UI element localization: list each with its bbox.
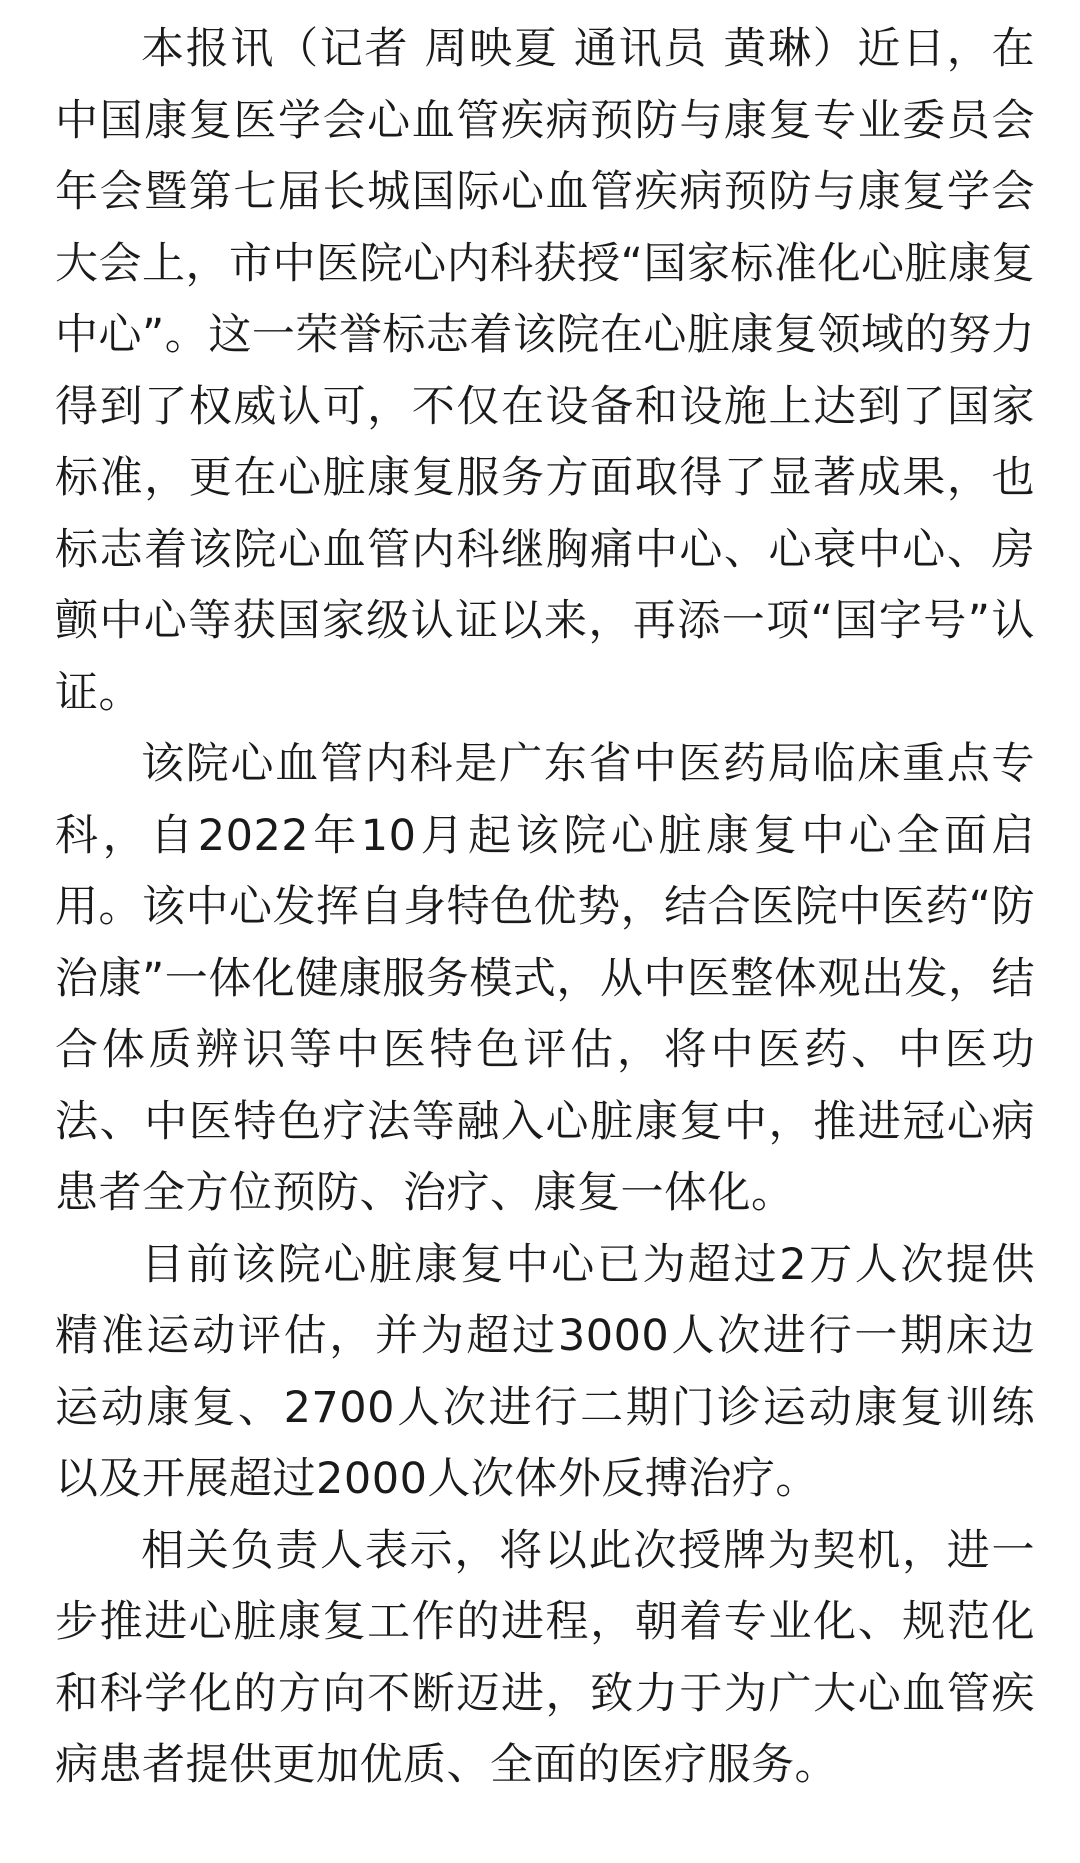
paragraph-1: 本报讯（记者 周映夏 通讯员 黄琳）近日，在中国康复医学会心血管疾病预防与康复专业委员会年会暨第七届长城国际心血管疾病预防与康复学会大会上，市中医院心内科获授“国家标准化心脏康复中心”。这一荣誉标志着该院在心脏康复领域的努力得到了权威认可，不仅在设备和设施上达到了国家标准，更在心脏康复服务方面取得了显著成果，也标志着该院心血管内科继胸痛中心、心衰中心、房颤中心等获国家级认证以来，再添一项“国字号”认证。 (55, 24, 1035, 718)
paragraph-4: 相关负责人表示，将以此次授牌为契机，进一步推进心脏康复工作的进程，朝着专业化、规范化和科学化的方向不断迈进，致力于为广大心血管疾病患者提供更加优质、全面的医疗服务。 (55, 1525, 1035, 1790)
paragraph-3: 目前该院心脏康复中心已为超过2万人次提供精准运动评估，并为超过3000人次进行一期床边运动康复、2700人次进行二期门诊运动康复训练以及开展超过2000人次体外反搏治疗。 (55, 1239, 1035, 1504)
article-body (55, 14, 1035, 1802)
paragraph-2: 该院心血管内科是广东省中医药局临床重点专科，自2022年10月起该院心脏康复中心全面启用。该中心发挥自身特色优势，结合医院中医药“防治康”一体化健康服务模式，从中医整体观出发，结合体质辨识等中医特色评估，将中医药、中医功法、中医特色疗法等融入心脏康复中，推进冠心病患者全方位预防、治疗、康复一体化。 (55, 739, 1035, 1218)
